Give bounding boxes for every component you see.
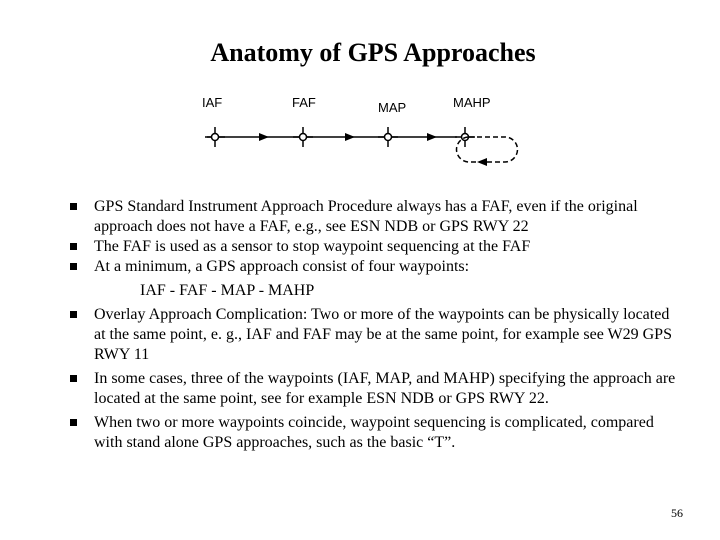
bullet-text: When two or more waypoints coincide, waypoint sequencing is complicated, compared with stand alone GPS approaches, such as the basic “T”. [94,414,654,451]
waypoint-label-faf: FAF [292,95,316,110]
approach-path-svg [195,90,535,170]
course-arrow-3 [427,133,437,141]
holding-arrow [477,158,487,166]
waypoint-label-mahp: MAHP [453,95,491,110]
waypoint-iaf-symbol [205,127,225,147]
bullet-marker [70,243,77,250]
bullet-subline [64,281,684,301]
slide-title: Anatomy of GPS Approaches [210,38,536,67]
bullet-list [64,197,684,453]
bullet-marker [70,419,77,426]
waypoint-sequence-text: IAF - FAF - MAP - MAHP [140,282,315,299]
waypoint-map-symbol [378,127,398,147]
bullet-item [64,369,684,409]
approach-diagram [195,90,535,170]
waypoint-label-map: MAP [378,100,407,115]
course-arrow-2 [345,133,355,141]
bullet-marker [70,375,77,382]
bullet-text: GPS Standard Instrument Approach Procedure always has a FAF, even if the original approach does not have a FAF, e.g., see ESN NDB or GPS RWY 22 [94,198,638,235]
course-arrow-1 [259,133,269,141]
bullet-item [64,197,684,237]
bullet-item [64,305,684,365]
bullet-text: Overlay Approach Complication: Two or more of the waypoints can be physically located at the same point, e. g., IAF and FAF may be at the same point, for example see W29 GPS RWY 11 [94,306,672,363]
bullet-item [64,257,684,277]
bullet-marker [70,263,77,270]
bullet-text: At a minimum, a GPS approach consist of four waypoints: [94,258,470,275]
bullet-item [64,413,684,453]
waypoint-faf-symbol [293,127,313,147]
bullet-item [64,237,684,257]
bullet-marker [70,311,77,318]
bullet-text: In some cases, three of the waypoints (IAF, MAP, and MAHP) specifying the approach are located at the same point, see for example ESN NDB or GPS RWY 22. [94,370,676,407]
bullet-marker [70,203,77,210]
waypoint-label-iaf: IAF [202,95,223,110]
bullet-text: The FAF is used as a sensor to stop waypoint sequencing at the FAF [94,238,531,255]
page-number: 56 [671,506,683,520]
